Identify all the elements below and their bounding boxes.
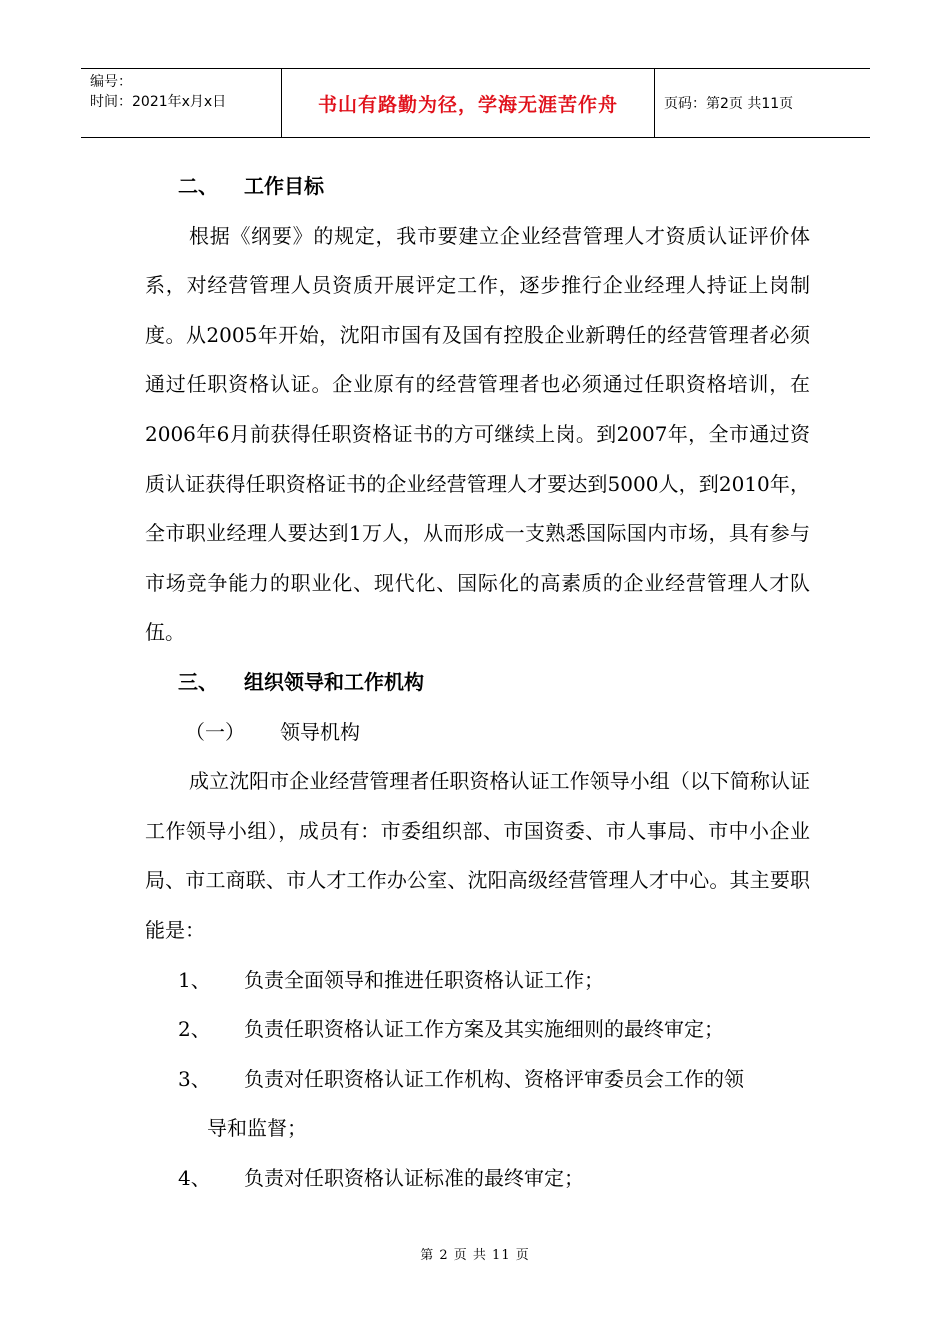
section-paragraph: 成立沈阳市企业经营管理者任职资格认证工作领导小组（以下简称认证工作领导小组），成员有：市委组织部、市国资委、市人事局、市中小企业局、市工商联、市人才工作办公室、沈阳高级经营管理人才中心。其主要职能是： <box>145 769 810 942</box>
header-table <box>81 68 870 138</box>
section-paragraph: 根据《纲要》的规定，我市要建立企业经营管理人才资质认证评价体系，对经营管理人员资质开展评定工作，逐步推行企业经理人持证上岗制度。从2005年开始，沈阳市国有及国有控股企业新聘任的经营管理者必须通过任职资格认证。企业原有的经营管理者也必须通过任职资格培训，在2006年6月前获得任职资格证书的方可继续上岗。到2007年，全市通过资质认证获得任职资格证书的企业经营管理人才要达到5000人，到2010年，全市职业经理人要达到1万人，从而形成一支熟悉国际国内市场，具有参与市场竞争能力的职业化、现代化、国际化的高素质的企业经营管理人才队伍。 <box>145 223 810 645</box>
header-meta-cell <box>81 69 282 137</box>
section-heading-3 <box>145 658 810 708</box>
section-title: 组织领导和工作机构 <box>244 669 424 694</box>
section-number: 三、 <box>178 669 218 694</box>
page-footer: 第 2 页 共 11 页 <box>420 1248 530 1263</box>
section-heading-2 <box>145 162 810 212</box>
subsection-number: （一） <box>185 719 245 744</box>
list-item-text: 负责对任职资格认证工作机构、资格评审委员会工作的领 <box>244 1066 744 1091</box>
list-item <box>145 1055 810 1105</box>
section-number: 二、 <box>178 174 218 198</box>
list-item <box>145 956 810 1006</box>
list-item-number: 1、 <box>178 967 211 992</box>
list-item-text: 负责对任职资格认证标准的最终审定； <box>244 1165 584 1190</box>
list-item <box>145 1154 810 1204</box>
list-item-number: 3、 <box>178 1066 211 1091</box>
list-item-number: 4、 <box>178 1165 211 1190</box>
subsection-heading <box>145 708 810 758</box>
header-page-info: 页码：第2页 共11页 <box>664 96 794 112</box>
document-number-label: 编号： <box>90 74 132 90</box>
list-item-text: 负责全面领导和推进任职资格认证工作； <box>244 967 604 992</box>
document-date-label: 时间：2021年x月x日 <box>90 94 227 110</box>
header-motto: 书山有路勤为径，学海无涯苦作舟 <box>282 69 655 137</box>
subsection-title: 领导机构 <box>280 719 360 744</box>
list-item <box>145 1005 810 1055</box>
list-item-number: 2、 <box>178 1017 211 1042</box>
list-item-text: 负责任职资格认证工作方案及其实施细则的最终审定； <box>244 1017 724 1042</box>
document-body <box>145 162 810 1203</box>
list-item-continuation: 导和监督； <box>207 1116 307 1141</box>
section-title: 工作目标 <box>244 174 324 198</box>
